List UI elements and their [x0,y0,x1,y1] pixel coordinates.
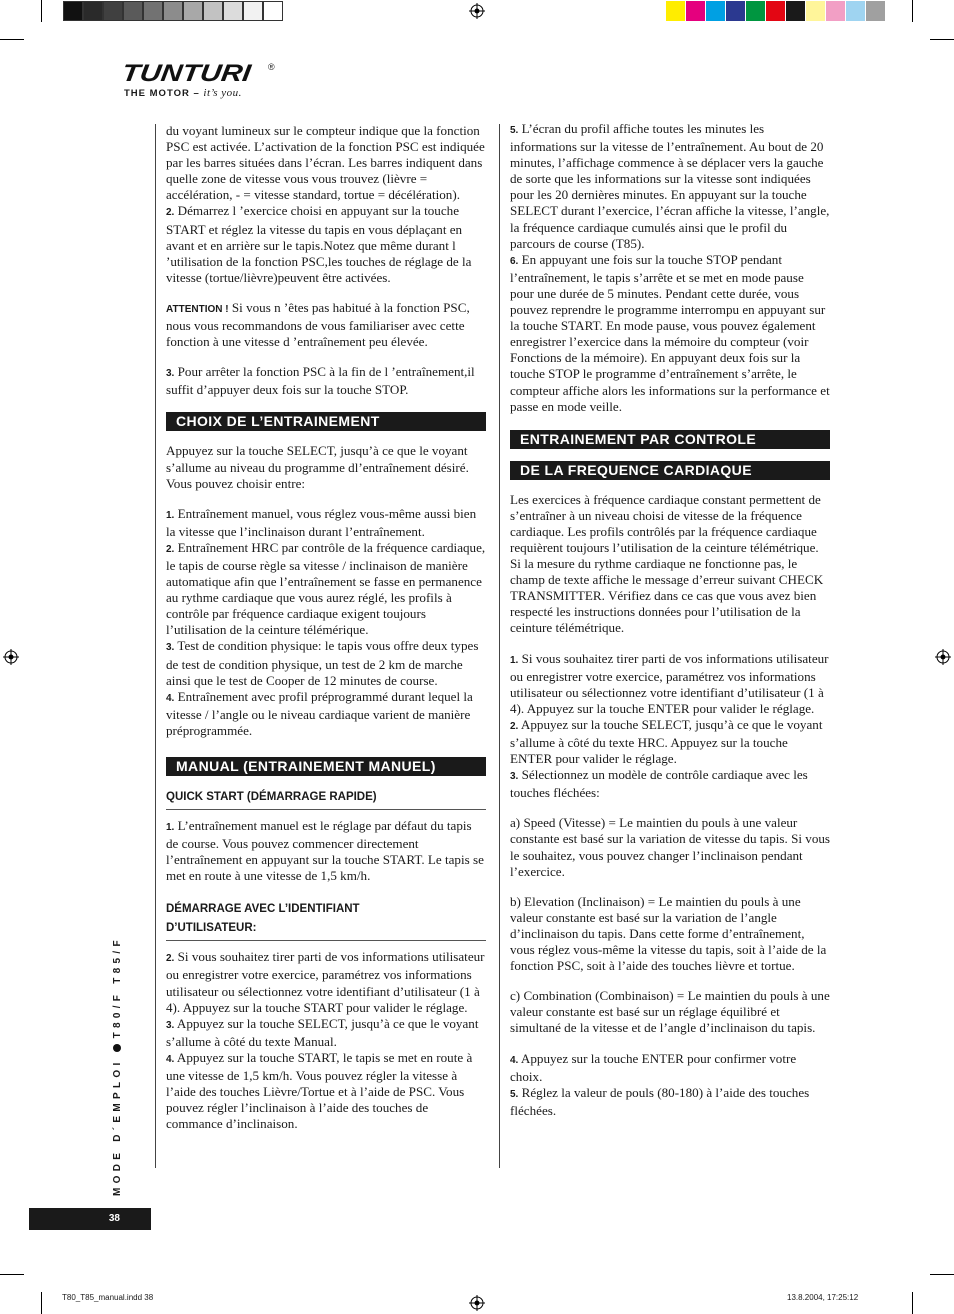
user-id-steps [166,949,486,1132]
color-swatch [786,1,806,21]
option-elevation: b) Elevation (Inclinaison) = Le maintien du pouls à une valeur constante est basé sur la variation de l’angle d’inclinaison du tapis. Dans cette forme d’entraînement, vous réglez vous-même la vitesse du tapis, soit à l’aide de la fonction PSC, soit à l’aide des touches lièvre et tortue. [510,893,827,974]
hrc-step-4: 4. Appuyez sur la touche ENTER pour confirmer votre choix. [510,1050,797,1084]
quick-start-step-1: 1. L’entraînement manuel est le réglage par défaut du tapis de course. Vous pouvez commencer directement l’entraînement en appuyant sur la touche START. Le tapis se met en route à une vitesse de 1,5 km/h. [166,818,484,884]
subheading-user-id: DÉMARRAGE AVEC L’IDENTIFIANT D’UTILISATEUR: [166,900,486,941]
color-swatch [826,1,846,21]
bullet-dot-icon [113,1044,121,1052]
option-combination: c) Combination (Combinaison) = Le maintien du pouls à une valeur constante est basé sur un réglage équilibré et simultané de la vitesse et de l’angle d’inclinaison du tapis. [510,988,830,1036]
attention-note: ATTENTION ! Si vous n ’êtes pas habitué à la fonction PSC, nous vous recommandons de vous familiariser avec cette fonction à une vitesse d ’entraînement peu élevée. [166,299,470,350]
profile-step-6: 6. En appuyant une fois sur la touche STOP pendant l’entraînement, le tapis s’arrête et se met en mode pause pour une durée de 5 minutes. Pendant cette durée, vous pouvez reprendre le programme interrompu en appuyant sur la touche START. En mode pause, vous pouvez également enregistrer l’exercice dans la mémoire du compteur (voir Fonctions de la mémoire). En appuyant deux fois sur la touche STOP le programme d’entraînement s’arrête, le compteur affiche alors les informations sur la performance et passe en mode veille. [510,251,830,414]
color-swatch [726,1,746,21]
choix-list-item: 3. Test de condition physique: le tapis vous offre deux types de test de condition physique, un test de 2 km de marche ainsi que le test de Cooper de 12 minutes de course. [166,638,479,688]
logo-wordmark: TUNTURI [120,60,253,87]
option-speed: a) Speed (Vitesse) = Le maintien du pouls à une valeur constante est basé sur la variation de vitesse du tapis. Si vous le souhaitez, vous pouvez changer l’inclinaison pendant l’exercice. [510,815,831,879]
color-swatch [243,1,263,21]
hrc-step: 2. Appuyez sur la touche SELECT, jusqu’à ce que le voyant s’allume à côté du texte HRC. Appuyez sur la touche ENTER pour valider le réglage. [510,716,823,767]
registration-mark-icon [469,1295,485,1311]
hrc-step: 1. Si vous souhaitez tirer parti de vos informations utilisateur ou enregistrer votre exercice, paramétrez vos informations utilisateur ou sélectionnez votre identifiant d’utilisateur (1 à 4). Appuyez sur la touche ENTER pour valider le réglage. [510,650,829,716]
user-id-step: 3. Appuyez sur la touche SELECT, jusqu’à ce que le voyant s’allume à côté du texte Manual. [166,1015,479,1049]
subheading-quick-start: QUICK START (DÉMARRAGE RAPIDE) [166,788,486,810]
section-heading-choix: CHOIX DE L’ENTRAINEMENT [166,412,486,431]
choix-intro-paragraph: Appuyez sur la touche SELECT, jusqu’à ce que le voyant s’allume au niveau du programme dl’entraînement désiré. Vous pouvez choisir entre: [166,443,469,491]
color-swatch [163,1,183,21]
color-swatch [83,1,103,21]
color-swatch [223,1,243,21]
color-swatch [746,1,766,21]
tunturi-logo [120,60,275,99]
hrc-intro-paragraph: Les exercices à fréquence cardiaque constant permettent de s’entraîner à un niveau choisi de vitesse de la fréquence cardiaque. Les profils contrôlés par la fréquence cardiaque requièrent toujours l’utilisation de la ceinture télémétrique. Si la mesure du rythme cardiaque ne fonctionne pas, le champ de texte affiche le message d’erreur suivant CHECK TRANSMITTER. Vérifiez dans ce cas que vous avez bien respecté les instructions données pour l’utilisation de la ceinture télémétrique. [510,491,824,636]
color-swatch [706,1,726,21]
logo-tagline [124,87,242,99]
color-swatch [123,1,143,21]
tagline-italic: it’s you. [203,87,242,99]
color-swatch [143,1,163,21]
registration-mark-icon [469,3,485,19]
color-swatch [806,1,826,21]
choix-list-item: 1. Entraînement manuel, vous réglez vous-même aussi bien la vitesse que l’inclinaison durant l’entraînement. [166,505,477,539]
color-swatch [686,1,706,21]
color-bar [666,1,886,21]
left-column-rule [155,124,156,1168]
registered-mark: ® [268,62,275,72]
section-heading-hrc-line-1: ENTRAINEMENT PAR CONTROLE [510,430,830,449]
psc-step-3: 3. Pour arrêter la fonction PSC à la fin de l ’entraînement,il suffit d’appuyer deux fois sur la touche STOP. [166,364,475,398]
section-heading-hrc-line-2: DE LA FREQUENCE CARDIAQUE [510,461,830,480]
profile-step-5: 5. L’écran du profil affiche toutes les minutes les informations sur la vitesse de l’entraînement. Au bout de 20 minutes, l’affichage commence à se déplacer vers la gauche de sorte que les informations sur la vitesse sont indiquées pour les 20 dernières minutes. En appuyant sur la touche SELECT durant l’exercice, l’écran affiche la vitesse, l’angle, la fréquence cardiaque cumulés ainsi que le profil du parcours de course (T85). [510,121,830,251]
tagline-prefix: THE MOTOR – [124,88,200,99]
color-swatch [263,1,283,21]
hrc-step-5: 5. Réglez la valeur de pouls (80-180) à l’aide des touches fléchées. [510,1084,810,1118]
psc-step-2: 2. Démarrez l ’exercice choisi en appuyant sur la touche START et réglez la vitesse du tapis en vous déplaçant en avant et en arrière sur le tapis.Notez que même durant l ’utilisation de la fonction PSC,les touches de réglage de la vitesse (tortue/lièvre)peuvent être activées. [166,203,472,285]
vertical-sidebar-label: MODE D´EMPLOIT80/F T85/F [112,936,123,1196]
hrc-step: 3. Sélectionnez un modèle de contrôle cardiaque avec les touches fléchées: [510,767,808,801]
color-swatch [183,1,203,21]
choix-list-item: 2. Entraînement HRC par contrôle de la fréquence cardiaque, le tapis de course règle sa vitesse / inclinaison de manière automatique afin que l’entraînement se fasse en permanence au rythme cardiaque que vous aurez réglé, les profils à contrôle par fréquence cardiaque exigent toujours l’utilisation de la ceinture télémérique. [166,539,486,638]
color-swatch [103,1,123,21]
registration-mark-icon [935,649,951,665]
page-number: 38 [29,1208,151,1230]
color-swatch [63,1,83,21]
footer-file: T80_T85_manual.indd 38 [62,1293,154,1302]
footer-timestamp: 13.8.2004, 17:25:12 [787,1293,859,1302]
color-swatch [846,1,866,21]
user-id-step: 4. Appuyez sur la touche START, le tapis se met en route à une vitesse de 1,5 km/h. Vous pouvez régler la vitesse à l’aide des touches Lièvre/Tortue et à l’aide de PSC. Vous pouvez régler l’inclinaison à l’aide des touches de commance d’inclinaison. [166,1049,473,1132]
choix-list-item: 4. Entraînement avec profil préprogrammé durant lequel la vitesse / l’angle ou le niveau cardiaque varient de manière préprogrammée. [166,688,473,738]
user-id-step: 2. Si vous souhaitez tirer parti de vos informations utilisateur ou enregistrer votre exercice, paramétrez vos informations utilisateur ou sélectionnez votre identifiant d’utilisateur (1 à 4). Appuyez sur la touche START pour valider le réglage. [166,949,485,1015]
psc-intro-paragraph: du voyant lumineux sur le compteur indique que la fonction PSC est activée. L’activation de la fonction PSC est indiquée par les barres situées dans l’écran. Les barres indiquent dans quelle zone de vitesse vous vous trouvez (lièvre = accélération, - = vitesse standard, tortue = décélération). [166,123,485,203]
section-heading-manual: MANUAL (ENTRAINEMENT MANUEL) [166,757,486,776]
left-column [166,123,486,1132]
color-swatch [666,1,686,21]
choix-list [166,506,486,739]
color-swatch [766,1,786,21]
right-column [510,121,830,1119]
registration-mark-icon [3,649,19,665]
color-swatch [203,1,223,21]
right-column-rule [499,124,500,1168]
color-swatch [866,1,886,21]
grayscale-bar [63,1,283,21]
hrc-steps [510,651,830,802]
